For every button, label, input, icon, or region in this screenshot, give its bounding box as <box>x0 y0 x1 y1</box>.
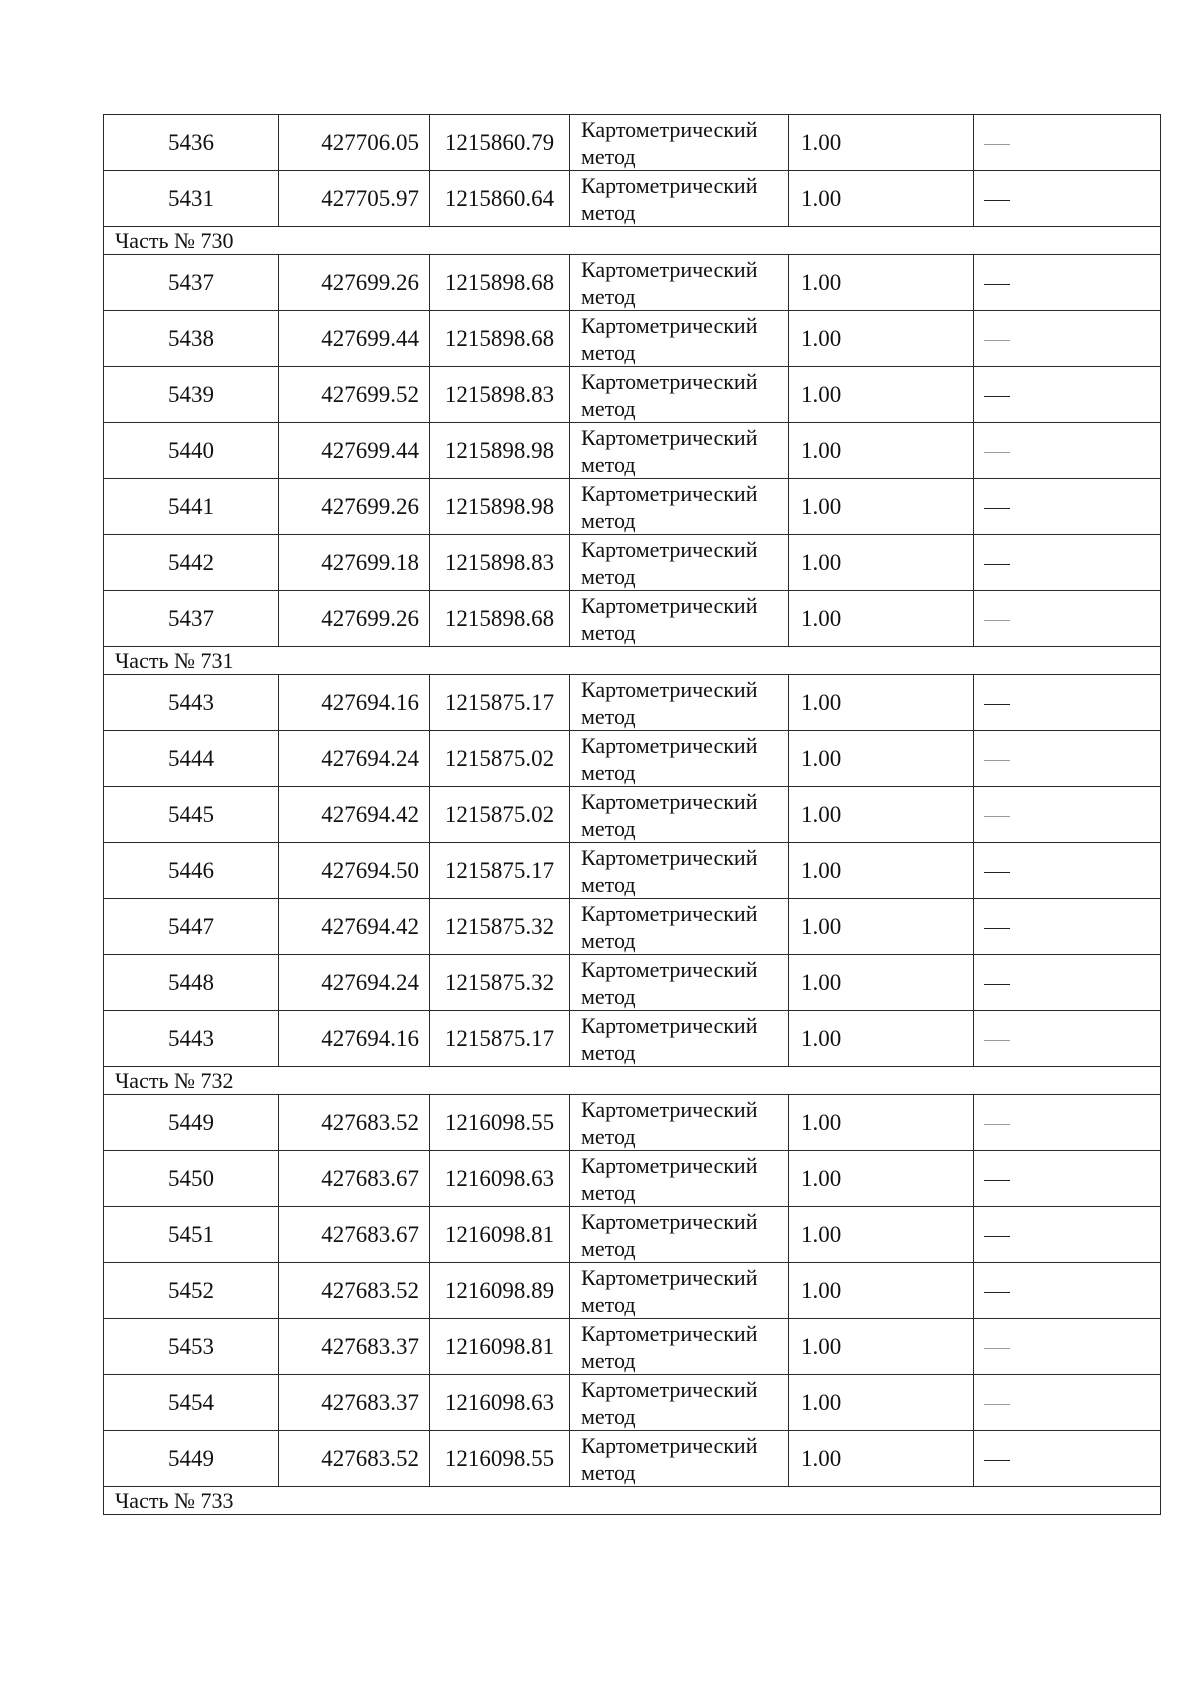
description-cell <box>974 367 1161 423</box>
method-cell <box>570 479 789 535</box>
method-text-line: метод <box>581 507 636 533</box>
description-cell <box>974 1011 1161 1067</box>
em-dash-mark <box>984 564 1010 565</box>
table-row <box>104 1263 1161 1319</box>
method-text-line: метод <box>581 927 636 953</box>
point-number-cell: 5444 <box>104 731 279 787</box>
part-label: Часть № 732 <box>104 1067 1161 1095</box>
accuracy-cell: 1.00 <box>789 255 974 311</box>
table-row <box>104 115 1161 171</box>
em-dash-mark <box>984 1460 1010 1461</box>
coordinates-table <box>103 114 1161 1515</box>
method-cell <box>570 1319 789 1375</box>
em-dash-mark <box>984 816 1010 817</box>
point-number-cell: 5451 <box>104 1207 279 1263</box>
method-cell <box>570 675 789 731</box>
description-cell <box>974 535 1161 591</box>
accuracy-cell: 1.00 <box>789 1151 974 1207</box>
y-coordinate-cell: 1216098.63 <box>430 1151 570 1207</box>
method-text-line: метод <box>581 283 636 309</box>
method-text-line: Картометрический <box>581 1432 758 1458</box>
method-cell <box>570 423 789 479</box>
method-text-line: Картометрический <box>581 172 758 198</box>
table-row <box>104 423 1161 479</box>
em-dash-mark <box>984 1124 1010 1125</box>
y-coordinate-cell: 1215875.32 <box>430 955 570 1011</box>
method-text-line: Картометрический <box>581 536 758 562</box>
accuracy-cell: 1.00 <box>789 591 974 647</box>
method-text-line: Картометрический <box>581 956 758 982</box>
method-text-line: Картометрический <box>581 480 758 506</box>
y-coordinate-cell: 1215875.17 <box>430 675 570 731</box>
method-text-line: метод <box>581 1459 636 1485</box>
table-row <box>104 675 1161 731</box>
x-coordinate-cell: 427683.37 <box>279 1375 430 1431</box>
em-dash-mark <box>984 872 1010 873</box>
method-text-line: метод <box>581 1039 636 1065</box>
method-text-line: Картометрический <box>581 1096 758 1122</box>
point-number-cell: 5431 <box>104 171 279 227</box>
method-text-line: Картометрический <box>581 1208 758 1234</box>
method-text-line: Картометрический <box>581 1012 758 1038</box>
accuracy-cell: 1.00 <box>789 479 974 535</box>
y-coordinate-cell: 1215898.68 <box>430 591 570 647</box>
x-coordinate-cell: 427699.26 <box>279 479 430 535</box>
method-text-line: метод <box>581 563 636 589</box>
table-row <box>104 1375 1161 1431</box>
em-dash-mark <box>984 508 1010 509</box>
description-cell <box>974 1319 1161 1375</box>
em-dash-mark <box>984 144 1010 145</box>
y-coordinate-cell: 1215860.79 <box>430 115 570 171</box>
point-number-cell: 5439 <box>104 367 279 423</box>
method-cell <box>570 955 789 1011</box>
accuracy-cell: 1.00 <box>789 311 974 367</box>
method-text-line: метод <box>581 1347 636 1373</box>
table-row <box>104 367 1161 423</box>
accuracy-cell: 1.00 <box>789 1375 974 1431</box>
method-text-line: метод <box>581 1123 636 1149</box>
point-number-cell: 5437 <box>104 591 279 647</box>
accuracy-cell: 1.00 <box>789 787 974 843</box>
y-coordinate-cell: 1216098.55 <box>430 1431 570 1487</box>
point-number-cell: 5450 <box>104 1151 279 1207</box>
part-label: Часть № 733 <box>104 1487 1161 1515</box>
y-coordinate-cell: 1216098.63 <box>430 1375 570 1431</box>
x-coordinate-cell: 427694.16 <box>279 1011 430 1067</box>
em-dash-mark <box>984 1040 1010 1041</box>
y-coordinate-cell: 1215860.64 <box>430 171 570 227</box>
x-coordinate-cell: 427699.26 <box>279 255 430 311</box>
description-cell <box>974 843 1161 899</box>
description-cell <box>974 1151 1161 1207</box>
accuracy-cell: 1.00 <box>789 535 974 591</box>
accuracy-cell: 1.00 <box>789 1011 974 1067</box>
method-text-line: метод <box>581 395 636 421</box>
x-coordinate-cell: 427705.97 <box>279 171 430 227</box>
table-body <box>104 115 1161 1515</box>
method-text-line: метод <box>581 983 636 1009</box>
point-number-cell: 5452 <box>104 1263 279 1319</box>
accuracy-cell: 1.00 <box>789 731 974 787</box>
em-dash-mark <box>984 452 1010 453</box>
description-cell <box>974 255 1161 311</box>
x-coordinate-cell: 427699.44 <box>279 423 430 479</box>
em-dash-mark <box>984 704 1010 705</box>
table-row <box>104 1151 1161 1207</box>
method-cell <box>570 843 789 899</box>
method-text-line: метод <box>581 451 636 477</box>
method-cell <box>570 1375 789 1431</box>
accuracy-cell: 1.00 <box>789 1319 974 1375</box>
accuracy-cell: 1.00 <box>789 955 974 1011</box>
method-text-line: метод <box>581 199 636 225</box>
part-label: Часть № 731 <box>104 647 1161 675</box>
point-number-cell: 5448 <box>104 955 279 1011</box>
em-dash-mark <box>984 1236 1010 1237</box>
description-cell <box>974 479 1161 535</box>
accuracy-cell: 1.00 <box>789 171 974 227</box>
description-cell <box>974 955 1161 1011</box>
point-number-cell: 5438 <box>104 311 279 367</box>
accuracy-cell: 1.00 <box>789 1263 974 1319</box>
y-coordinate-cell: 1215898.83 <box>430 535 570 591</box>
accuracy-cell: 1.00 <box>789 675 974 731</box>
description-cell <box>974 1375 1161 1431</box>
method-text-line: Картометрический <box>581 1264 758 1290</box>
method-text-line: Картометрический <box>581 116 758 142</box>
method-cell <box>570 1263 789 1319</box>
method-cell <box>570 591 789 647</box>
method-text-line: Картометрический <box>581 1152 758 1178</box>
table-row <box>104 955 1161 1011</box>
y-coordinate-cell: 1215875.17 <box>430 1011 570 1067</box>
x-coordinate-cell: 427699.18 <box>279 535 430 591</box>
point-number-cell: 5445 <box>104 787 279 843</box>
x-coordinate-cell: 427694.42 <box>279 899 430 955</box>
method-text-line: метод <box>581 143 636 169</box>
method-cell <box>570 115 789 171</box>
x-coordinate-cell: 427699.26 <box>279 591 430 647</box>
em-dash-mark <box>984 984 1010 985</box>
table-row <box>104 255 1161 311</box>
table-row <box>104 843 1161 899</box>
accuracy-cell: 1.00 <box>789 115 974 171</box>
method-text-line: Картометрический <box>581 256 758 282</box>
description-cell <box>974 591 1161 647</box>
point-number-cell: 5436 <box>104 115 279 171</box>
part-header-row <box>104 227 1161 255</box>
em-dash-mark <box>984 200 1010 201</box>
x-coordinate-cell: 427694.16 <box>279 675 430 731</box>
method-text-line: метод <box>581 703 636 729</box>
x-coordinate-cell: 427694.50 <box>279 843 430 899</box>
method-text-line: Картометрический <box>581 1320 758 1346</box>
table-row <box>104 311 1161 367</box>
table-row <box>104 1319 1161 1375</box>
method-text-line: метод <box>581 619 636 645</box>
x-coordinate-cell: 427694.42 <box>279 787 430 843</box>
method-cell <box>570 899 789 955</box>
method-text-line: метод <box>581 1291 636 1317</box>
description-cell <box>974 731 1161 787</box>
method-text-line: Картометрический <box>581 424 758 450</box>
method-cell <box>570 731 789 787</box>
point-number-cell: 5447 <box>104 899 279 955</box>
description-cell <box>974 675 1161 731</box>
point-number-cell: 5442 <box>104 535 279 591</box>
em-dash-mark <box>984 1348 1010 1349</box>
method-text-line: метод <box>581 759 636 785</box>
table-row <box>104 1431 1161 1487</box>
part-header-row <box>104 647 1161 675</box>
accuracy-cell: 1.00 <box>789 1431 974 1487</box>
em-dash-mark <box>984 620 1010 621</box>
table-row <box>104 1095 1161 1151</box>
method-cell <box>570 255 789 311</box>
method-text-line: метод <box>581 339 636 365</box>
method-text-line: метод <box>581 1179 636 1205</box>
method-cell <box>570 1095 789 1151</box>
em-dash-mark <box>984 1180 1010 1181</box>
description-cell <box>974 1095 1161 1151</box>
description-cell <box>974 1431 1161 1487</box>
coordinates-table-page <box>103 114 1160 1515</box>
method-text-line: метод <box>581 871 636 897</box>
point-number-cell: 5453 <box>104 1319 279 1375</box>
accuracy-cell: 1.00 <box>789 423 974 479</box>
method-text-line: Картометрический <box>581 312 758 338</box>
em-dash-mark <box>984 396 1010 397</box>
y-coordinate-cell: 1216098.81 <box>430 1207 570 1263</box>
table-row <box>104 731 1161 787</box>
y-coordinate-cell: 1215898.68 <box>430 311 570 367</box>
y-coordinate-cell: 1215898.83 <box>430 367 570 423</box>
description-cell <box>974 899 1161 955</box>
description-cell <box>974 1207 1161 1263</box>
x-coordinate-cell: 427699.52 <box>279 367 430 423</box>
description-cell <box>974 115 1161 171</box>
y-coordinate-cell: 1215875.32 <box>430 899 570 955</box>
x-coordinate-cell: 427683.37 <box>279 1319 430 1375</box>
accuracy-cell: 1.00 <box>789 1207 974 1263</box>
y-coordinate-cell: 1215898.68 <box>430 255 570 311</box>
point-number-cell: 5443 <box>104 675 279 731</box>
point-number-cell: 5437 <box>104 255 279 311</box>
table-row <box>104 1011 1161 1067</box>
table-row <box>104 787 1161 843</box>
table-row <box>104 171 1161 227</box>
em-dash-mark <box>984 928 1010 929</box>
y-coordinate-cell: 1216098.81 <box>430 1319 570 1375</box>
x-coordinate-cell: 427683.52 <box>279 1095 430 1151</box>
x-coordinate-cell: 427694.24 <box>279 731 430 787</box>
method-text-line: Картометрический <box>581 788 758 814</box>
point-number-cell: 5440 <box>104 423 279 479</box>
accuracy-cell: 1.00 <box>789 843 974 899</box>
y-coordinate-cell: 1216098.89 <box>430 1263 570 1319</box>
description-cell <box>974 787 1161 843</box>
method-cell <box>570 787 789 843</box>
part-label: Часть № 730 <box>104 227 1161 255</box>
em-dash-mark <box>984 760 1010 761</box>
y-coordinate-cell: 1215875.02 <box>430 787 570 843</box>
method-text-line: Картометрический <box>581 900 758 926</box>
point-number-cell: 5449 <box>104 1431 279 1487</box>
table-row <box>104 479 1161 535</box>
part-header-row <box>104 1067 1161 1095</box>
method-cell <box>570 535 789 591</box>
table-row <box>104 899 1161 955</box>
method-cell <box>570 171 789 227</box>
method-text-line: Картометрический <box>581 592 758 618</box>
em-dash-mark <box>984 1404 1010 1405</box>
point-number-cell: 5443 <box>104 1011 279 1067</box>
y-coordinate-cell: 1215898.98 <box>430 479 570 535</box>
point-number-cell: 5449 <box>104 1095 279 1151</box>
point-number-cell: 5441 <box>104 479 279 535</box>
table-row <box>104 1207 1161 1263</box>
x-coordinate-cell: 427683.67 <box>279 1151 430 1207</box>
description-cell <box>974 171 1161 227</box>
em-dash-mark <box>984 284 1010 285</box>
point-number-cell: 5454 <box>104 1375 279 1431</box>
description-cell <box>974 1263 1161 1319</box>
accuracy-cell: 1.00 <box>789 899 974 955</box>
method-text-line: метод <box>581 815 636 841</box>
x-coordinate-cell: 427683.67 <box>279 1207 430 1263</box>
point-number-cell: 5446 <box>104 843 279 899</box>
method-text-line: Картометрический <box>581 844 758 870</box>
description-cell <box>974 423 1161 479</box>
method-cell <box>570 311 789 367</box>
y-coordinate-cell: 1216098.55 <box>430 1095 570 1151</box>
method-cell <box>570 1207 789 1263</box>
method-text-line: Картометрический <box>581 1376 758 1402</box>
x-coordinate-cell: 427694.24 <box>279 955 430 1011</box>
table-row <box>104 535 1161 591</box>
em-dash-mark <box>984 1292 1010 1293</box>
description-cell <box>974 311 1161 367</box>
method-text-line: Картометрический <box>581 676 758 702</box>
method-text-line: метод <box>581 1403 636 1429</box>
part-header-row <box>104 1487 1161 1515</box>
method-cell <box>570 367 789 423</box>
method-cell <box>570 1431 789 1487</box>
x-coordinate-cell: 427699.44 <box>279 311 430 367</box>
y-coordinate-cell: 1215875.17 <box>430 843 570 899</box>
accuracy-cell: 1.00 <box>789 367 974 423</box>
method-text-line: Картометрический <box>581 368 758 394</box>
x-coordinate-cell: 427706.05 <box>279 115 430 171</box>
x-coordinate-cell: 427683.52 <box>279 1263 430 1319</box>
accuracy-cell: 1.00 <box>789 1095 974 1151</box>
y-coordinate-cell: 1215875.02 <box>430 731 570 787</box>
em-dash-mark <box>984 340 1010 341</box>
x-coordinate-cell: 427683.52 <box>279 1431 430 1487</box>
method-cell <box>570 1151 789 1207</box>
table-row <box>104 591 1161 647</box>
method-text-line: Картометрический <box>581 732 758 758</box>
y-coordinate-cell: 1215898.98 <box>430 423 570 479</box>
method-cell <box>570 1011 789 1067</box>
method-text-line: метод <box>581 1235 636 1261</box>
